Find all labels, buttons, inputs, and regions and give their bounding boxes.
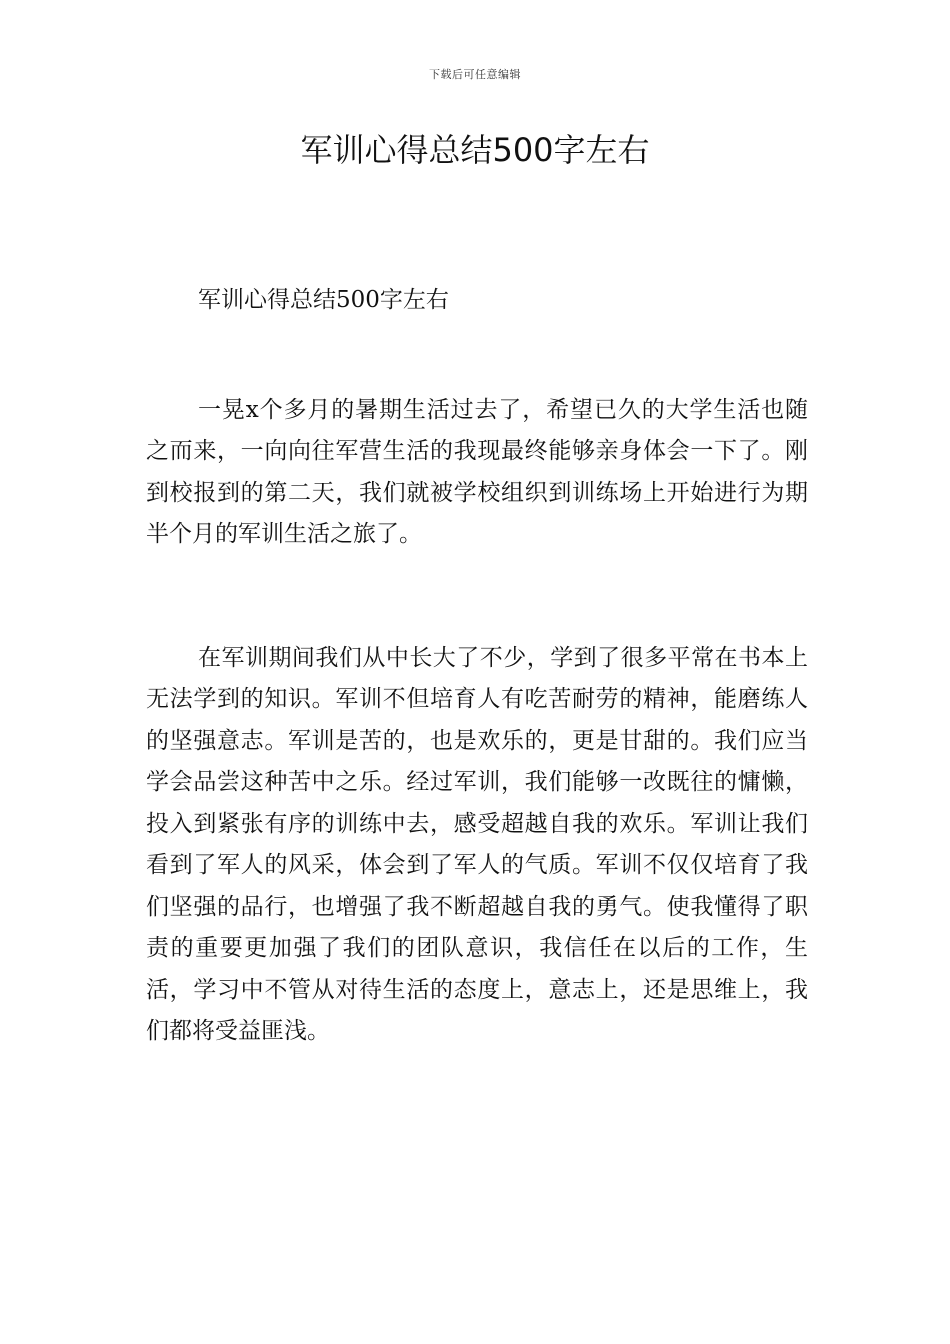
page-header-note: 下载后可任意编辑 [429,68,521,81]
spacer [146,556,808,638]
paragraph-1: 一晃x个多月的暑期生活过去了，希望已久的大学生活也随之而来，一向向往军营生活的我现最终能够亲身体会一下了。刚到校报到的第二天，我们就被学校组织到训练场上开始进行为期半个月的军训生活之旅了。 [146,396,808,547]
document-body [146,280,808,1053]
document-title: 军训心得总结500字左右 [300,131,650,169]
paragraph-2: 在军训期间我们从中长大了不少，学到了很多平常在书本上无法学到的知识。军训不但培育人有吃苦耐劳的精神，能磨练人的坚强意志。军训是苦的，也是欢乐的，更是甘甜的。我们应当学会品尝这种苦中之乐。经过军训，我们能够一改既往的慵懒，投入到紧张有序的训练中去，感受超越自我的欢乐。军训让我们看到了军人的风采，体会到了军人的气质。军训不仅仅培育了我们坚强的品行，也增强了我不断超越自我的勇气。使我懂得了职责的重要更加强了我们的团队意识，我信任在以后的工作，生活，学习中不管从对待生活的态度上，意志上，还是思维上，我们都将受益匪浅。 [146,644,808,1044]
spacer [146,322,808,390]
document-subtitle: 军训心得总结500字左右 [198,287,449,313]
